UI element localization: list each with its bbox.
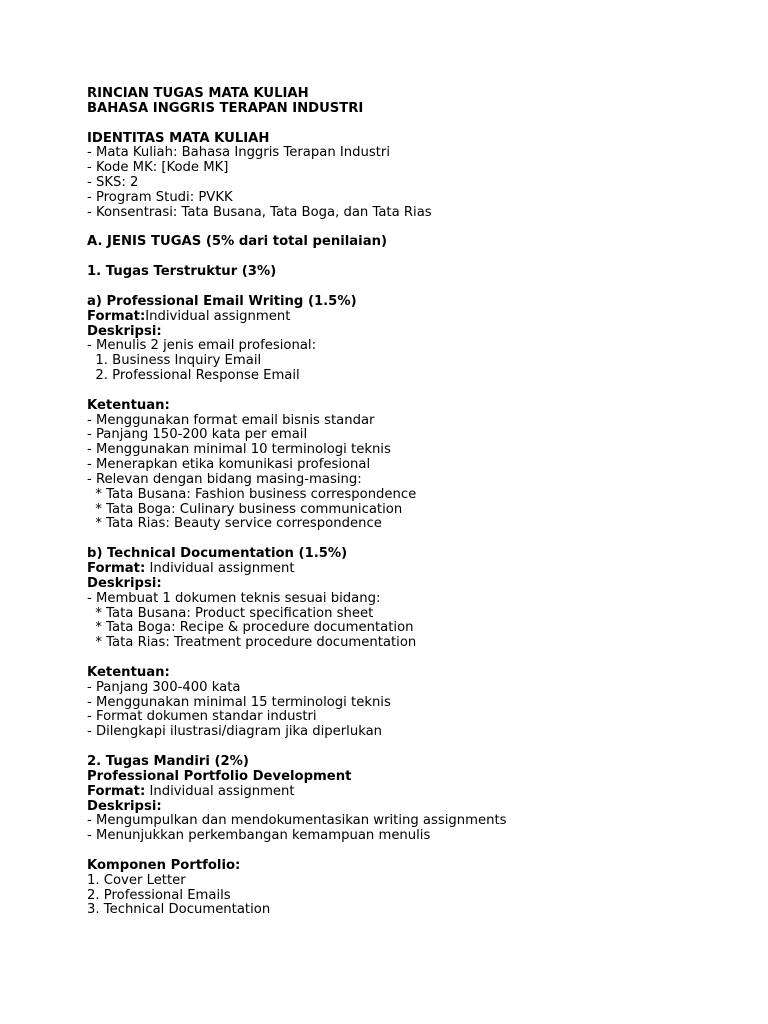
- blank-line: [87, 532, 747, 547]
- komponen-item: 1. Cover Letter: [87, 872, 186, 888]
- komponen-item: 3. Technical Documentation: [87, 902, 271, 918]
- blank-line: [87, 740, 747, 755]
- identitas-item: - Kode MK: [Kode MK]: [87, 160, 229, 176]
- deskripsi-item: * Tata Boga: Recipe & procedure documentation: [87, 620, 414, 636]
- portfolio-subheading: Professional Portfolio Development: [87, 768, 352, 784]
- ketentuan-label: Ketentuan:: [87, 397, 170, 413]
- ketentuan-item: - Relevan dengan bidang masing-masing:: [87, 471, 362, 487]
- deskripsi-item: 2. Professional Response Email: [87, 368, 300, 384]
- format-label: Format:: [87, 308, 146, 324]
- format-label: Format:: [87, 783, 146, 799]
- identitas-item: - Mata Kuliah: Bahasa Inggris Terapan Industri: [87, 145, 390, 161]
- technical-documentation-heading: b) Technical Documentation (1.5%): [87, 546, 348, 562]
- deskripsi-item: - Menulis 2 jenis email profesional:: [87, 338, 317, 354]
- blank-line: [87, 651, 747, 666]
- document-subtitle: BAHASA INGGRIS TERAPAN INDUSTRI: [87, 100, 364, 116]
- ketentuan-item: * Tata Rias: Beauty service correspondence: [87, 516, 382, 532]
- deskripsi-label: Deskripsi:: [87, 575, 162, 591]
- deskripsi-item: - Menunjukkan perkembangan kemampuan menulis: [87, 828, 431, 844]
- blank-line: [87, 844, 747, 859]
- blank-line: [87, 117, 747, 132]
- portfolio-format: [87, 785, 747, 800]
- document-page: [87, 87, 747, 918]
- deskripsi-label: Deskripsi:: [87, 323, 162, 339]
- ketentuan-item: - Panjang 300-400 kata: [87, 679, 241, 695]
- komponen-portfolio-label: Komponen Portfolio:: [87, 857, 241, 873]
- ketentuan-item: - Dilengkapi ilustrasi/diagram jika diperlukan: [87, 724, 383, 740]
- ketentuan-item: - Menggunakan minimal 15 terminologi teknis: [87, 694, 391, 710]
- deskripsi-item: 1. Business Inquiry Email: [87, 353, 262, 369]
- deskripsi-item: * Tata Rias: Treatment procedure documentation: [87, 635, 417, 651]
- technical-documentation-format: [87, 562, 747, 577]
- komponen-item: 2. Professional Emails: [87, 887, 231, 903]
- ketentuan-label: Ketentuan:: [87, 664, 170, 680]
- format-value: Individual assignment: [145, 561, 295, 576]
- deskripsi-label: Deskripsi:: [87, 798, 162, 814]
- blank-line: [87, 384, 747, 399]
- format-label: Format:: [87, 561, 146, 576]
- tugas-mandiri-heading: 2. Tugas Mandiri (2%): [87, 753, 249, 769]
- deskripsi-item: - Mengumpulkan dan mendokumentasikan writing assignments: [87, 813, 507, 829]
- deskripsi-item: * Tata Busana: Product specification sheet: [87, 605, 374, 621]
- ketentuan-item: * Tata Busana: Fashion business correspondence: [87, 486, 417, 502]
- ketentuan-item: - Panjang 150-200 kata per email: [87, 427, 308, 443]
- blank-line: [87, 221, 747, 236]
- blank-line: [87, 280, 747, 295]
- identitas-item: - Konsentrasi: Tata Busana, Tata Boga, dan Tata Rias: [87, 204, 432, 220]
- identitas-item: - Program Studi: PVKK: [87, 189, 233, 205]
- ketentuan-item: - Menerapkan etika komunikasi profesional: [87, 457, 371, 473]
- identitas-heading: IDENTITAS MATA KULIAH: [87, 130, 270, 146]
- ketentuan-item: * Tata Boga: Culinary business communication: [87, 501, 403, 517]
- format-value: Individual assignment: [145, 308, 291, 324]
- email-writing-heading: a) Professional Email Writing (1.5%): [87, 293, 357, 309]
- blank-line: [87, 250, 747, 265]
- ketentuan-item: - Menggunakan format email bisnis standar: [87, 412, 375, 428]
- deskripsi-item: - Membuat 1 dokumen teknis sesuai bidang:: [87, 590, 381, 606]
- tugas-terstruktur-heading: 1. Tugas Terstruktur (3%): [87, 264, 277, 280]
- document-title: RINCIAN TUGAS MATA KULIAH: [87, 86, 309, 101]
- section-a-heading: A. JENIS TUGAS (5% dari total penilaian): [87, 234, 388, 250]
- email-writing-format: [87, 310, 747, 325]
- ketentuan-item: - Menggunakan minimal 10 terminologi teknis: [87, 442, 391, 458]
- ketentuan-item: - Format dokumen standar industri: [87, 709, 317, 725]
- format-value: Individual assignment: [145, 783, 295, 799]
- identitas-item: - SKS: 2: [87, 175, 139, 191]
